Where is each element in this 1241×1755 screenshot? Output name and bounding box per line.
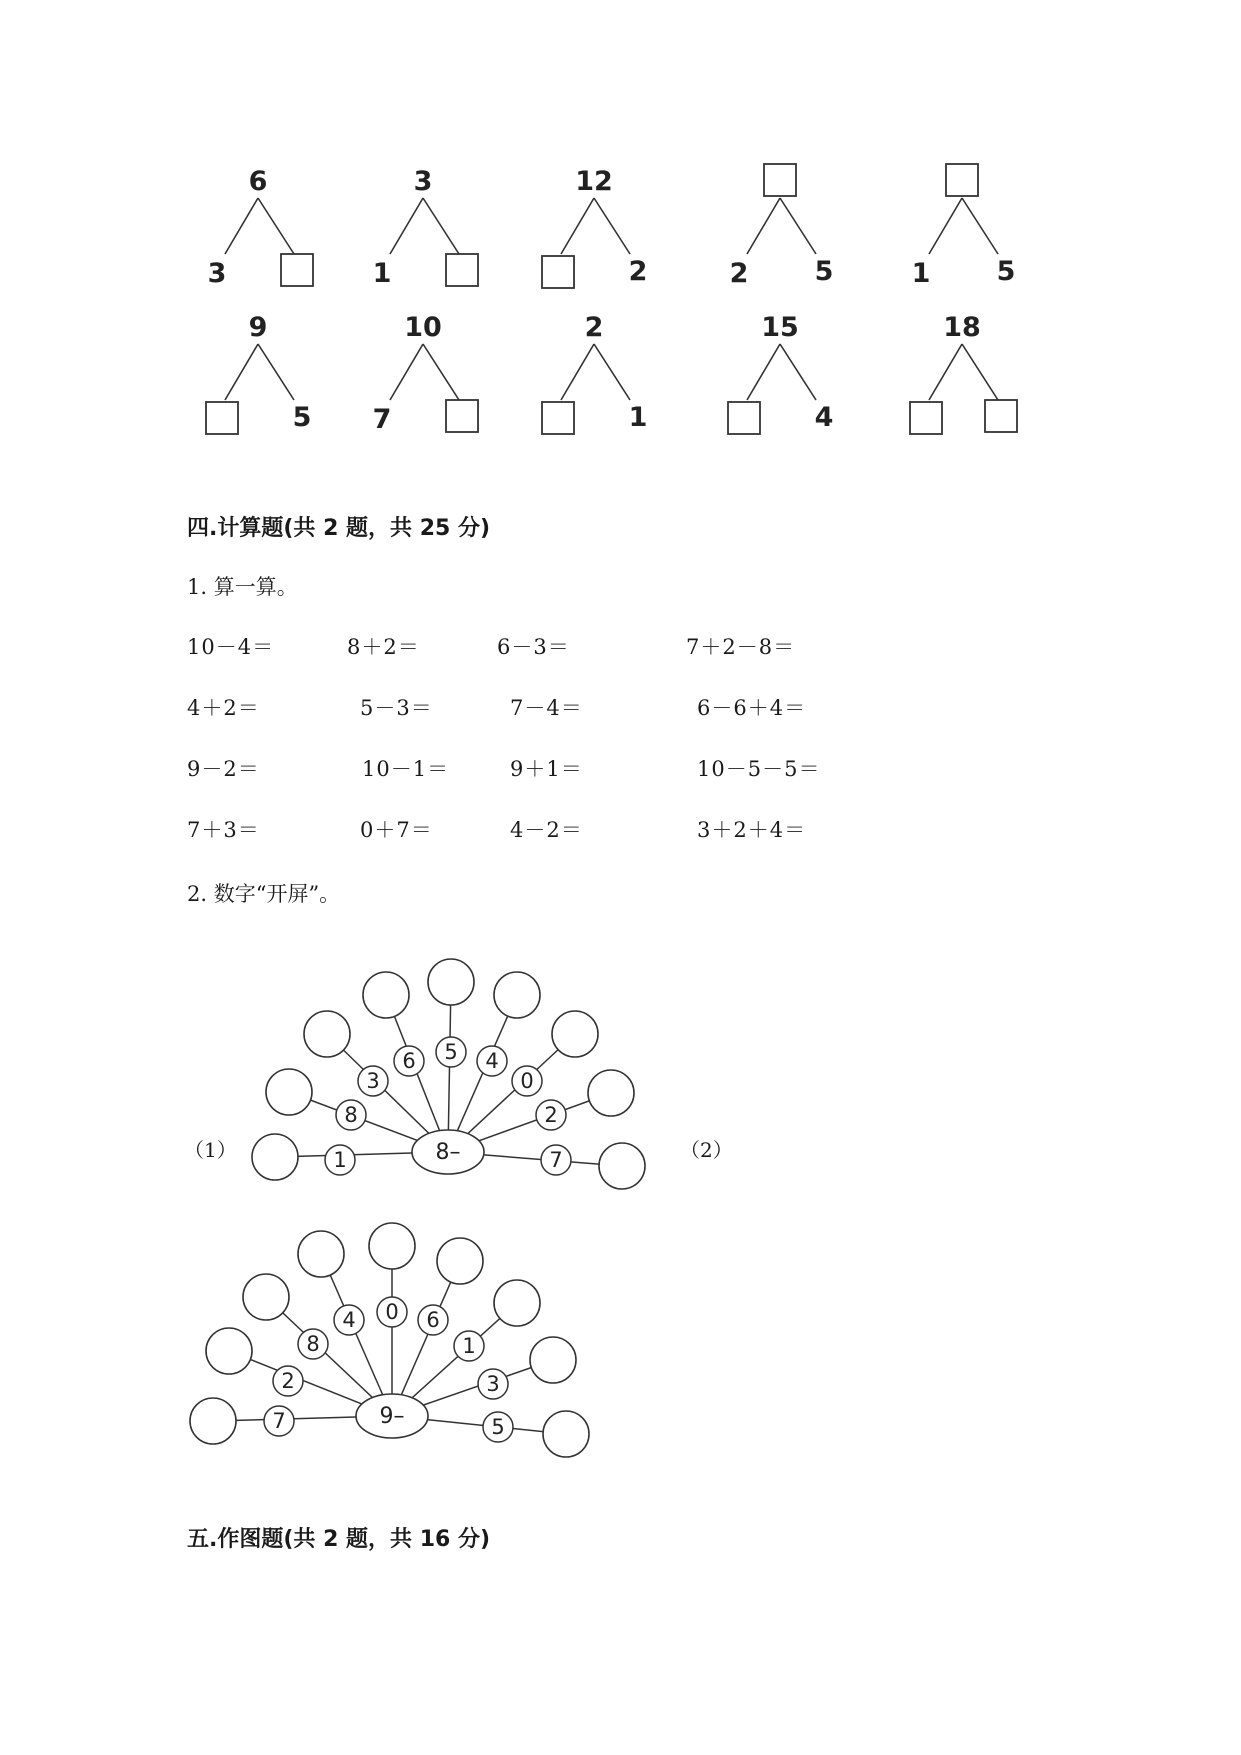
- tree-right-number: 4: [814, 402, 834, 433]
- fan-number: 7: [272, 1409, 286, 1433]
- q1-title: 1. 算一算。: [187, 575, 298, 599]
- tree-top-number: 10: [404, 312, 442, 343]
- fan-number: 6: [402, 1049, 416, 1073]
- tree-left-number: 1: [911, 258, 931, 289]
- tree-left-number: 2: [729, 258, 749, 289]
- fan1-label: （1）: [184, 1138, 237, 1162]
- tree-right-number: 5: [996, 256, 1016, 287]
- fan-diagram-2: [0, 1220, 700, 1480]
- decomposition-tree: [542, 166, 647, 288]
- fan-answer-circle[interactable]: [437, 1238, 483, 1284]
- fan-answer-circle[interactable]: [543, 1411, 589, 1457]
- equation: 8＋2＝: [347, 635, 420, 659]
- fan-answer-circle[interactable]: [243, 1274, 289, 1320]
- equation: 9－2＝: [187, 757, 260, 781]
- tree-top-number: 12: [575, 166, 613, 197]
- equation: 4＋2＝: [187, 696, 260, 720]
- fan-answer-circle[interactable]: [298, 1231, 344, 1277]
- fan-answer-circle[interactable]: [494, 1280, 540, 1326]
- equation: 7＋3＝: [187, 818, 260, 842]
- decomposition-tree: [373, 312, 478, 435]
- tree-top-number: 18: [943, 312, 981, 343]
- fan-answer-circle[interactable]: [599, 1143, 645, 1189]
- tree-right-number: 5: [814, 256, 834, 287]
- decomposition-tree: [373, 166, 478, 289]
- tree-top-box[interactable]: [946, 164, 978, 196]
- fan-number: 4: [485, 1049, 499, 1073]
- tree-right-number: 1: [628, 402, 648, 433]
- fan-answer-circle[interactable]: [494, 972, 540, 1018]
- tree-left-box[interactable]: [542, 402, 574, 434]
- fan-number: 7: [549, 1148, 563, 1172]
- decomposition-tree: [912, 164, 1016, 289]
- tree-top-number: 6: [248, 166, 268, 197]
- tree-top-number: 3: [413, 166, 433, 197]
- equation: 10－5－5＝: [697, 757, 821, 781]
- tree-left-number: 7: [372, 404, 392, 435]
- fan-number: 0: [385, 1300, 399, 1324]
- fan-answer-circle[interactable]: [252, 1134, 298, 1180]
- fan-answer-circle[interactable]: [190, 1398, 236, 1444]
- decomposition-tree: [730, 164, 834, 289]
- tree-right-number: 5: [292, 402, 312, 433]
- fan-number: 0: [520, 1069, 534, 1093]
- fan-answer-circle[interactable]: [304, 1011, 350, 1057]
- decomposition-tree: [542, 312, 647, 434]
- tree-right-box[interactable]: [985, 400, 1017, 432]
- equation: 6－3＝: [497, 635, 570, 659]
- fan-answer-circle[interactable]: [530, 1337, 576, 1383]
- decomposition-tree: [728, 312, 833, 434]
- fan-number: 6: [426, 1308, 440, 1332]
- fan-diagram-1: [0, 940, 700, 1200]
- equation: 0＋7＝: [360, 818, 433, 842]
- fan-answer-circle[interactable]: [428, 959, 474, 1005]
- fan2-label: （2）: [680, 1138, 733, 1162]
- tree-left-box[interactable]: [542, 256, 574, 288]
- fan-answer-circle[interactable]: [588, 1070, 634, 1116]
- fan-number: 8: [306, 1332, 320, 1356]
- decomposition-tree: [208, 166, 313, 289]
- fan-number: 2: [544, 1103, 558, 1127]
- fan-answer-circle[interactable]: [206, 1328, 252, 1374]
- decomposition-tree: [910, 312, 1017, 434]
- q2-title: 2. 数字“开屏”。: [187, 882, 341, 906]
- equation: 4－2＝: [510, 818, 583, 842]
- section5-heading: 五.作图题(共 2 题，共 16 分): [187, 1527, 491, 1552]
- tree-top-number: 15: [761, 312, 799, 343]
- fan-number: 2: [281, 1369, 295, 1393]
- fan-center-label: 9–: [379, 1404, 405, 1429]
- tree-left-box[interactable]: [910, 402, 942, 434]
- tree-right-box[interactable]: [446, 254, 478, 286]
- tree-top-number: 9: [248, 312, 268, 343]
- fan-answer-circle[interactable]: [363, 972, 409, 1018]
- tree-right-box[interactable]: [446, 400, 478, 432]
- equation: 9＋1＝: [510, 757, 583, 781]
- decomposition-grid: [0, 0, 1241, 460]
- tree-top-box[interactable]: [764, 164, 796, 196]
- fan-number: 1: [333, 1148, 347, 1172]
- fan-number: 8: [344, 1103, 358, 1127]
- fan-number: 3: [366, 1069, 380, 1093]
- tree-right-box[interactable]: [281, 254, 313, 286]
- decomposition-tree: [206, 312, 311, 434]
- tree-left-number: 1: [372, 258, 392, 289]
- tree-left-number: 3: [207, 258, 227, 289]
- fan-number: 1: [462, 1334, 476, 1358]
- equation: 5－3＝: [360, 696, 433, 720]
- tree-left-box[interactable]: [206, 402, 238, 434]
- fan-number: 5: [491, 1415, 505, 1439]
- fan-number: 5: [444, 1040, 458, 1064]
- fan-answer-circle[interactable]: [552, 1011, 598, 1057]
- fan-center-label: 8–: [435, 1140, 461, 1165]
- equation: 10－4＝: [187, 635, 275, 659]
- tree-left-box[interactable]: [728, 402, 760, 434]
- equation: 6－6＋4＝: [697, 696, 807, 720]
- fan-number: 4: [342, 1308, 356, 1332]
- fan-answer-circle[interactable]: [369, 1223, 415, 1269]
- equation: 7＋2－8＝: [686, 635, 796, 659]
- fan-number: 3: [486, 1372, 500, 1396]
- equation: 7－4＝: [510, 696, 583, 720]
- tree-top-number: 2: [584, 312, 604, 343]
- equation: 10－1＝: [362, 757, 450, 781]
- equation: 3＋2＋4＝: [697, 818, 807, 842]
- fan-answer-circle[interactable]: [266, 1069, 312, 1115]
- section4-heading: 四.计算题(共 2 题，共 25 分): [187, 516, 491, 541]
- tree-right-number: 2: [628, 256, 648, 287]
